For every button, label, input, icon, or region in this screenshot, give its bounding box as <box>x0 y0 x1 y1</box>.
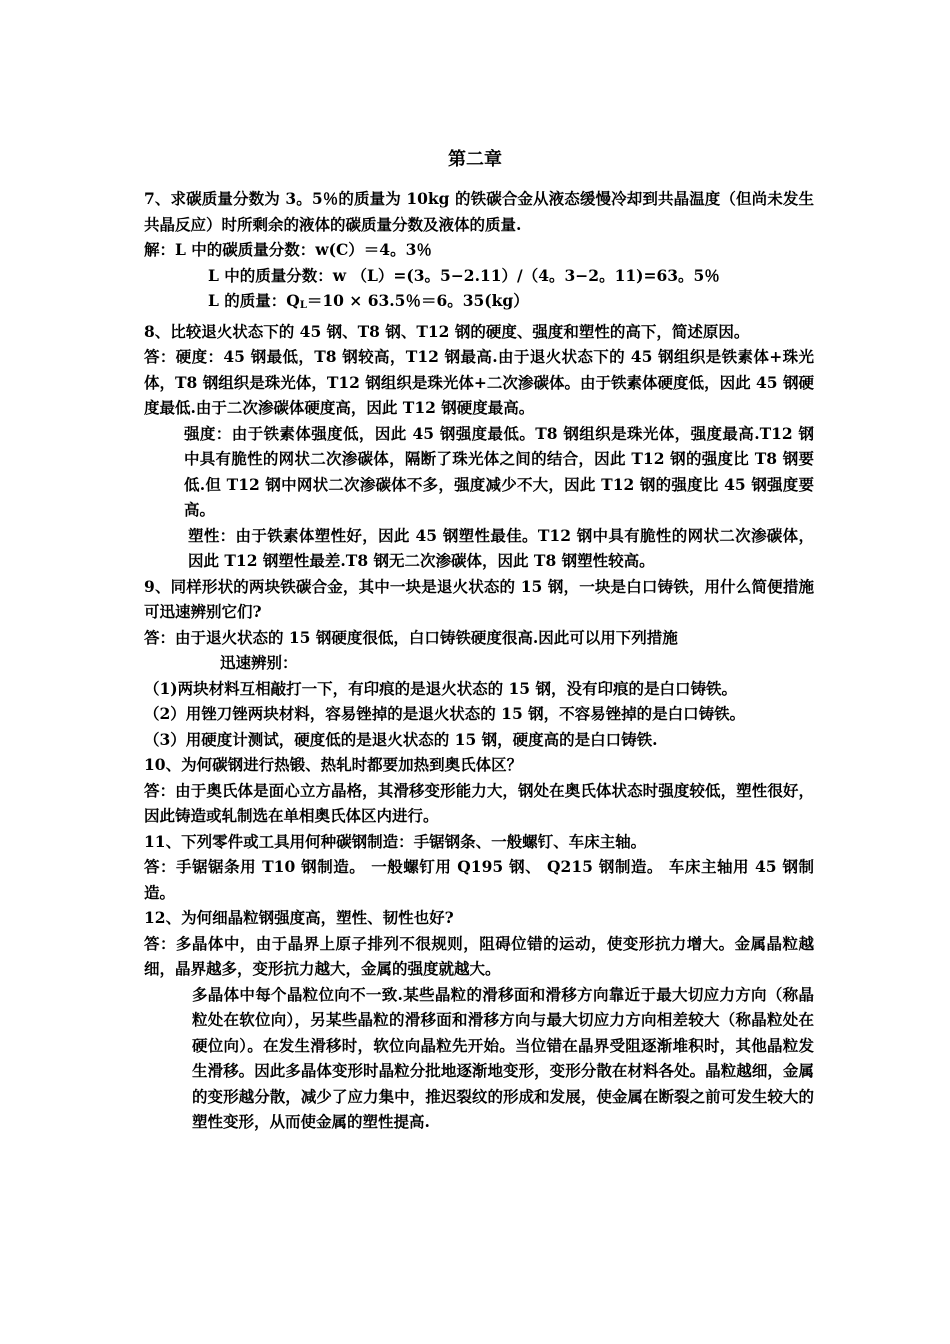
q12-answer-p1: 答：多晶体中，由于晶界上原子排列不很规则，阻碍位错的运动，使变形抗力增大。金属晶粒越细，晶界越多，变形抗力越大，金属的强度就越大。 <box>144 933 814 978</box>
q9-item3: （3）用硬度计测试，硬度低的是退火状态的 15 钢，硬度高的是白口铸铁. <box>144 729 658 749</box>
q8-answer-plasticity: 塑性：由于铁素体塑性好，因此 45 钢塑性最佳。T12 钢中具有脆性的网状二次渗碳体，因此 T12 钢塑性最差.T8 钢无二次渗碳体，因此 T8 钢塑性较高。 <box>188 525 814 570</box>
q8-answer-hardness: 答：硬度：45 钢最低，T8 钢较高，T12 钢最高.由于退火状态下的 45 钢组织是铁素体+珠光体，T8 钢组织是珠光体，T12 钢组织是珠光体+二次渗碳体。由于铁素体硬度低，因此 45 钢硬度最低.由于二次渗碳体硬度高，因此 T12 钢硬度最高。 <box>144 347 814 417</box>
q9-question: 9、同样形状的两块铁碳合金，其中一块是退火状态的 15 钢，一块是白口铸铁，用什么简便措施可迅速辨别它们? <box>144 576 814 621</box>
q9-item1: （1)两块材料互相敲打一下，有印痕的是退火状态的 15 钢，没有印痕的是白口铸铁。 <box>144 678 737 698</box>
q9-answer-intro2: 迅速辨别： <box>220 653 298 672</box>
q7-solution-line3 <box>144 288 814 319</box>
document-body <box>144 186 814 1135</box>
q7-solution-line3-suffix: ＝10 × 63.5％＝6。35(kg） <box>306 291 529 310</box>
q10-answer: 答：由于奥氏体是面心立方晶格，其滑移变形能力大，钢处在奥氏体状态时强度较低，塑性很好，因此铸造或轧制选在单相奥氏体区内进行。 <box>144 780 814 825</box>
q12-answer-p2: 多晶体中每个晶粒位向不一致.某些晶粒的滑移面和滑移方向靠近于最大切应力方向（称晶粒处在软位向），另某些晶粒的滑移面和滑移方向与最大切应力方向相差较大（称晶粒处在硬位向）。在发生滑移时，软位向晶粒先开始。当位错在晶界受阻逐渐堆积时，其他晶粒发生滑移。因此多晶体变形时晶粒分批地逐渐地变形，变形分散在材料各处。晶粒越细，金属的变形越分散，减少了应力集中，推迟裂纹的形成和发展，使金属在断裂之前可发生较大的塑性变形，从而使金属的塑性提高. <box>192 984 814 1131</box>
q7-solution-line2: L 中的质量分数：w （L）=(3。5−2.11）/（4。3−2。11)=63。5％ <box>208 265 720 285</box>
chapter-title: 第二章 <box>448 149 502 170</box>
q11-answer: 答：手锯锯条用 T10 钢制造。 一般螺钉用 Q195 钢、 Q215 钢制造。 车床主轴用 45 钢制造。 <box>144 857 814 902</box>
q7-solution-line3-sub: L <box>299 300 307 311</box>
q8-answer-strength: 强度：由于铁素体强度低，因此 45 钢强度最低。T8 钢组织是珠光体，强度最高.T12 钢中具有脆性的网状二次渗碳体，隔断了珠光体之间的结合，因此 T12 钢的强度比 T8 钢要低.但 T12 钢中网状二次渗碳体不多，强度减少不大，因此 T12 钢的强度比 45 钢强度要高。 <box>184 423 814 519</box>
q7-solution-line1: 解：L 中的碳质量分数：w(C）＝4。3％ <box>144 240 432 259</box>
q12-question: 12、为何细晶粒钢强度高，塑性、韧性也好? <box>144 908 454 927</box>
q8-question: 8、比较退火状态下的 45 钢、T8 钢、T12 钢的硬度、强度和塑性的高下，简述原因。 <box>144 321 750 341</box>
q7-solution-line3-prefix: L 的质量：Q <box>208 291 300 310</box>
q11-question: 11、下列零件或工具用何种碳钢制造：手锯钢条、一般螺钉、车床主轴。 <box>144 831 647 851</box>
q9-item2: （2）用锉刀锉两块材料，容易锉掉的是退火状态的 15 钢，不容易锉掉的是白口铸铁。 <box>144 704 746 723</box>
q10-question: 10、为何碳钢进行热锻、热轧时都要加热到奥氏体区？ <box>144 755 523 774</box>
q9-answer-intro: 答：由于退火状态的 15 钢硬度很低，白口铸铁硬度很高.因此可以用下列措施 <box>144 627 678 647</box>
q7-question: 7、求碳质量分数为 3。5％的质量为 10kg 的铁碳合金从液态缓慢冷却到共晶温度（但尚未发生共晶反应）时所剩余的液体的碳质量分数及液体的质量. <box>144 189 814 234</box>
